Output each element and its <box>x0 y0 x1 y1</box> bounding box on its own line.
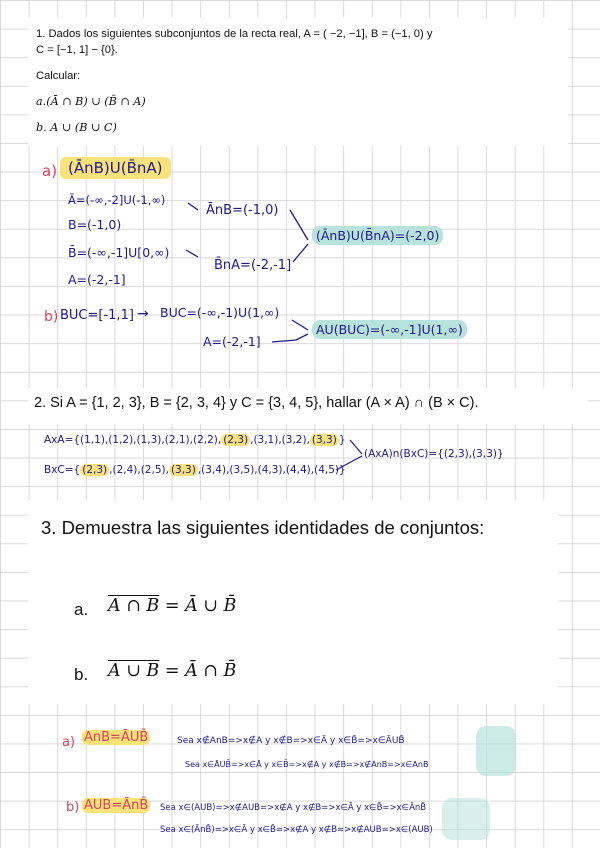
solution3-a-result-highlight <box>476 726 516 776</box>
solution2-bxc-prefix: BxC={ <box>44 464 81 476</box>
solution1-abar-cap-b: ĀnB=(-1,0) <box>206 203 279 218</box>
solution3-a-identity: AnB=ĀUB̄ <box>84 730 149 745</box>
problem2-statement: 2. Si A = {1, 2, 3}, B = {2, 3, 4} y C = {3, 4, 5}, hallar (A × A) ∩ (B × C). <box>34 395 479 411</box>
solution2-axa-highlight-1: (2,3) <box>223 434 249 446</box>
problem3-b-lhs: A ∪ B <box>108 661 160 681</box>
solution1-buc-complement: BUC=(-∞,-1)U(1,∞) <box>160 305 280 320</box>
solution1-b-complement: B̄=(-∞,-1]U[0,∞) <box>68 245 170 260</box>
solution1-bbar-cap-a: B̄nA=(-2,-1] <box>214 258 292 273</box>
solution3-a-label: a) <box>62 735 76 750</box>
problem3-b-identity <box>108 661 236 681</box>
solution3-a-line2: Sea x∈ĀUB̄=>x∈Ā y x∈B̄=>x∉A y x∉B=>x∉AnB=>x∈AnB <box>185 760 429 769</box>
solution1-b-set: B=(-1,0) <box>68 217 122 232</box>
problem1-calc-label: Calcular: <box>36 70 81 82</box>
solution1-arrow: → <box>137 306 149 322</box>
solution1-a-label: a) <box>42 162 58 180</box>
solution3-b-label: b) <box>66 800 80 815</box>
problem3-title: 3. Demuestra las siguientes identidades de conjuntos: <box>41 517 485 538</box>
problem1-item-a: a.(Ā ∩ B) ∪ (B̄ ∩ A) <box>36 95 146 108</box>
solution2-bxc-highlight-1: (2,3) <box>82 464 108 476</box>
solution3-b-result-highlight <box>442 798 490 840</box>
solution2-axa-mid: ,(3,1),(3,2), <box>250 434 310 446</box>
solution2-bxc-end: ,(3,4),(3,5),(4,3),(4,4),(4,5)} <box>197 464 346 476</box>
solution1-a-set-2: A=(-2,-1] <box>203 334 261 349</box>
problem3-a-rhs: = Ā ∪ B̄ <box>164 596 237 616</box>
solution1-b-union-c: BUC=[-1,1] <box>60 308 134 323</box>
problem3-a-identity <box>108 596 236 616</box>
problem3-card <box>28 500 558 704</box>
problem3-b-label: b. <box>74 665 89 684</box>
solution3-b-identity: AUB=ĀnB̄ <box>84 798 149 813</box>
solution2-bxc-highlight-2: (3,3) <box>170 464 196 476</box>
solution2-bxc-mid: ,(2,4),(2,5), <box>109 464 169 476</box>
problem3-a-lhs: A ∩ B <box>108 596 160 616</box>
solution3-b-line1: Sea x∈(AUB)=>x∉AUB=>x∉A y x∉B=>x∈Ā y x∈B̄=>x∈ĀnB̄ <box>160 803 427 813</box>
solution1-a-complement: Ā=(-∞,-2]U(-1,∞) <box>68 193 166 207</box>
problem3-a-label: a. <box>74 600 89 619</box>
solution1-a-set: A=(-2,-1] <box>68 272 126 287</box>
problem3-b-rhs: = Ā ∩ B̄ <box>164 661 237 681</box>
solution2-axa-end: } <box>338 434 346 446</box>
solution3-a-line1: Sea x∉AnB=>x∉A y x∉B=>x∈Ā y x∈B̄=>x∈ĀUB̄ <box>177 736 405 746</box>
problem1-item-b: b. A ∪ (B ∪ C) <box>36 121 117 134</box>
solution1-a-expression: (ĀnB)U(B̄nA) <box>60 157 171 179</box>
problem1-statement-line2: C = [−1, 1] − {0}. <box>36 44 118 56</box>
solution2-result: (AxA)n(BxC)={(2,3),(3,3)} <box>364 448 504 460</box>
solution1-result-a: (ĀnB)U(B̄nA)=(-2,0) <box>312 226 443 245</box>
problem1-statement-line1: 1. Dados los siguientes subconjuntos de la recta real, A = ( −2, −1], B = (−1, 0) y <box>36 28 433 40</box>
solution2-axa-highlight-2: (3,3) <box>311 434 337 446</box>
solution3-b-line2: Sea x∈(ĀnB̄)=>x∈Ā y x∈B̄=>x∉A y x∉B=>x∉AUB=>x∈(AUB) <box>160 825 433 835</box>
solution1-b-label: b) <box>44 309 59 325</box>
solution2-axa-prefix: AxA={(1,1),(1,2),(1,3),(2,1),(2,2), <box>44 434 222 446</box>
solution1-result-b: AU(BUC)=(-∞,-1]U(1,∞) <box>312 320 467 339</box>
